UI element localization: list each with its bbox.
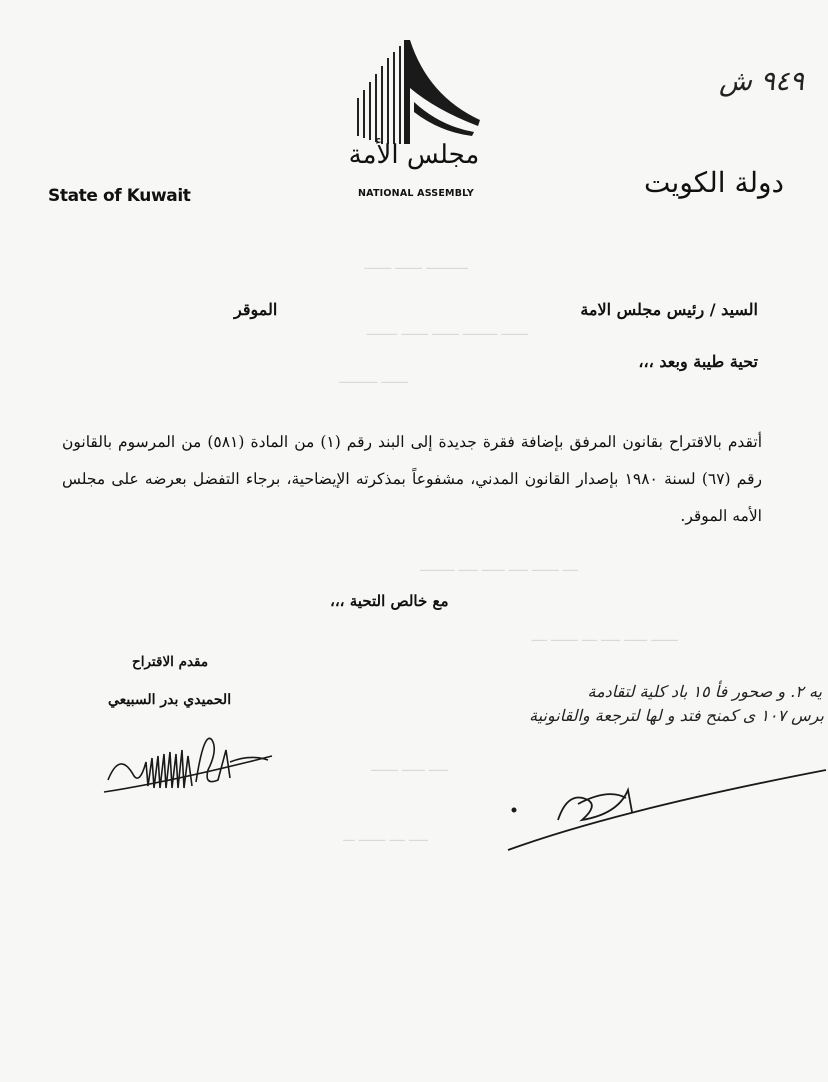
addressee: السيد / رئيس مجلس الامة [580, 300, 758, 319]
bleed-through-text: ـــــــــــ ـــــــ ـــــــ [364, 258, 468, 273]
closing-salutation: مع خالص التحية ،،، [330, 592, 449, 610]
handwritten-signature-icon [100, 710, 280, 810]
proposer-name: الحميدي بدر السبيعي [108, 692, 232, 708]
addressee-honorific: الموقر [234, 300, 278, 319]
bleed-through-text: ـــــ ــــ ـــــــ ـــ [343, 830, 428, 845]
logo-arabic-name: مجلس الأمة [348, 140, 480, 170]
handwritten-reference-number: ٩٤٩ ش [718, 66, 804, 97]
greeting: تحية طيبة وبعد ،،، [638, 352, 758, 371]
handwritten-note-line: يه ٢. و صحور فأ ١٥ باد كلية لتقادمة [587, 682, 822, 701]
proposer-title: مقدم الاقتراح [132, 654, 209, 670]
handwritten-initials-icon [498, 740, 828, 870]
state-of-kuwait-english: State of Kuwait [48, 186, 191, 206]
handwritten-note [498, 680, 828, 870]
bleed-through-text: ـــــــ ــــــ ـــــ ــــ ـــــــ ــــ [531, 630, 678, 645]
logo-english-name: NATIONAL ASSEMBLY [358, 188, 474, 199]
bleed-through-text: ــــ ـــــــ ـــــ ــــــ ـــــ ـــــــــ [420, 560, 578, 575]
bleed-through-text: ـــــــ ـــــــــ ـــــــ ـــــــ ــــــــ [366, 324, 528, 339]
letter-body: أتقدم بالاقتراح بقانون المرفق بإضافة فقرة جديدة إلى البند رقم (١) من المادة (٥٨١) من المرسوم بالقانون رقم (٦٧) لسنة ١٩٨٠ بإصدار القانون المدني، مشفوعاً بمذكرته الإيضاحية، برجاء التفضل بعرضه على مجلس الأمه الموقر. [62, 433, 763, 525]
bleed-through-text: ـــــ ــــــ ـــــــ [371, 760, 448, 775]
handwritten-note-line: برس ١٠٧ ى كمنح فتد و لها لترجعة والقانونية [529, 706, 824, 725]
state-of-kuwait-arabic: دولة الكويت [644, 166, 784, 199]
national-assembly-logo-icon [340, 36, 500, 206]
bleed-through-text: ـــــــ ــــــــــ [339, 372, 408, 387]
